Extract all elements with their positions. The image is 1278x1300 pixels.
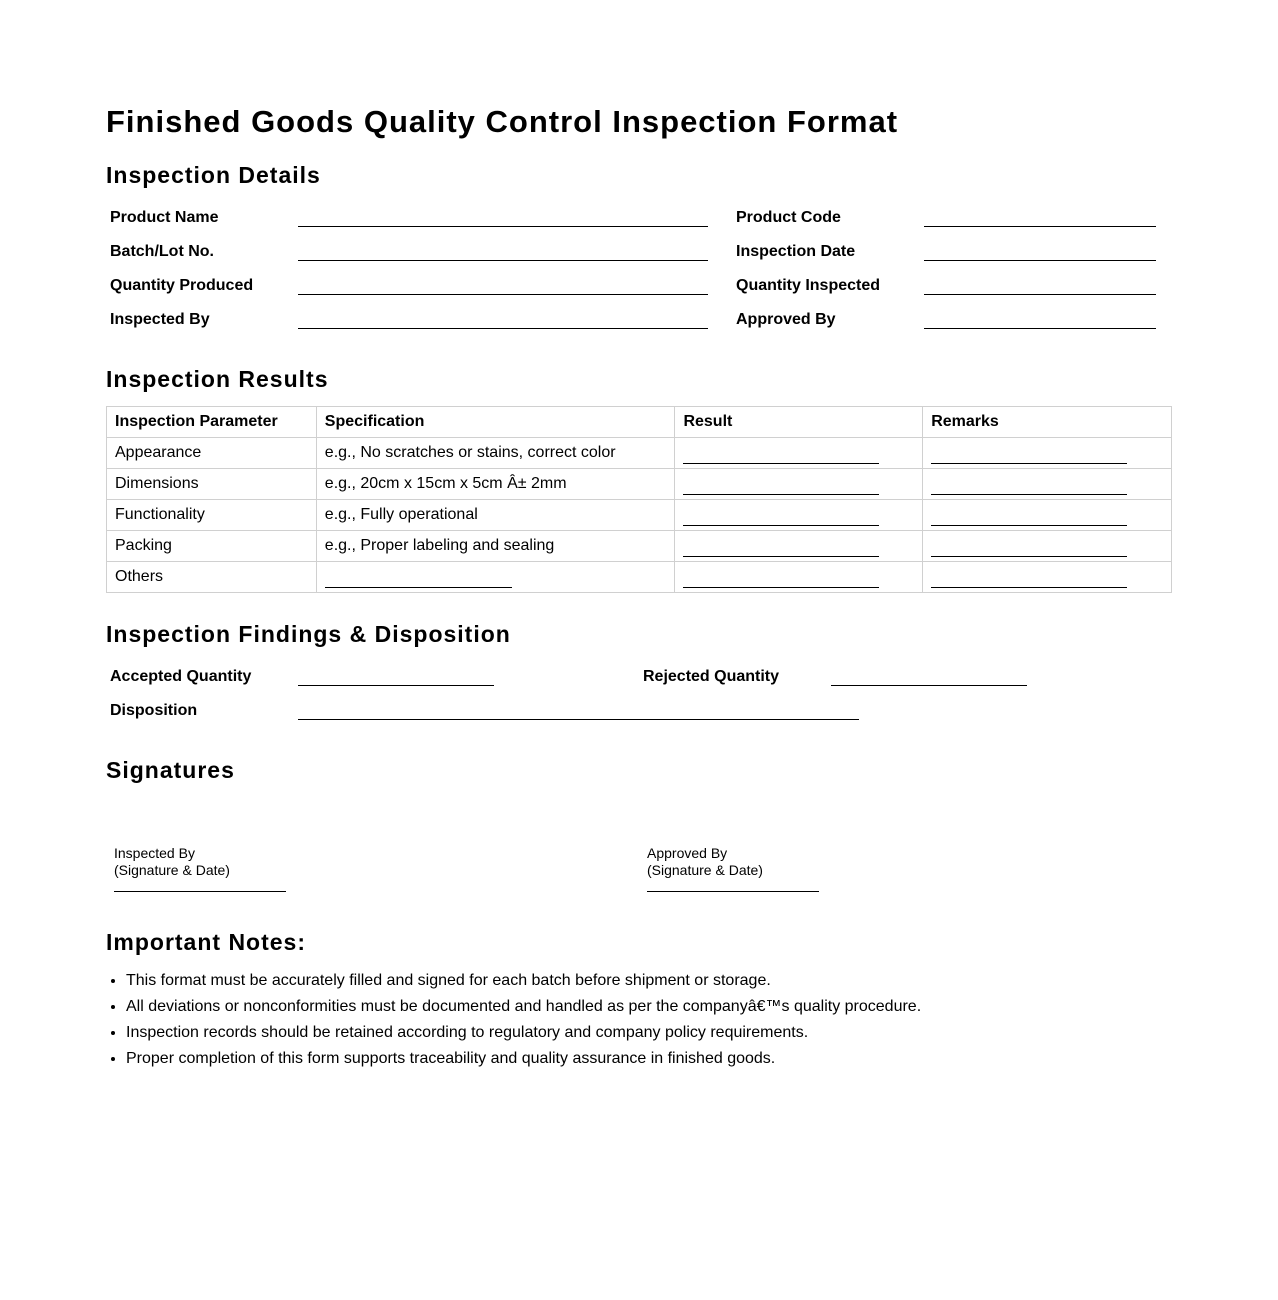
result-cell [675, 469, 923, 500]
result-field[interactable] [683, 449, 879, 464]
approved-by-label: Approved By [736, 311, 836, 328]
result-cell [675, 500, 923, 531]
specification-cell: e.g., Fully operational [316, 500, 675, 531]
remarks-field[interactable] [931, 480, 1127, 495]
inspected-by-label: Inspected By [110, 311, 210, 328]
inspector-signature-line[interactable] [114, 891, 286, 892]
remarks-field[interactable] [931, 542, 1127, 557]
parameter-cell: Functionality [107, 500, 317, 531]
specification-cell: e.g., 20cm x 15cm x 5cm Â± 2mm [316, 469, 675, 500]
result-cell [675, 438, 923, 469]
approved-by-field[interactable] [924, 328, 1156, 329]
inspection-results-heading: Inspection Results [106, 366, 329, 392]
table-row [107, 500, 1172, 531]
column-header: Inspection Parameter [107, 407, 317, 438]
inspection-details-heading: Inspection Details [106, 162, 321, 188]
product-code-label: Product Code [736, 209, 841, 226]
inspection-results-table [106, 406, 1172, 593]
table-row [107, 562, 1172, 593]
parameter-cell: Appearance [107, 438, 317, 469]
inspected-by-field[interactable] [298, 328, 708, 329]
rejected-quantity-field[interactable] [831, 685, 1027, 686]
inspection-date-field[interactable] [924, 260, 1156, 261]
product-name-field[interactable] [298, 226, 708, 227]
specification-cell: e.g., No scratches or stains, correct color [316, 438, 675, 469]
list-item: • Inspection records should be retained according to regulatory and company policy requirements. [126, 1022, 921, 1048]
approver-signature-title: Approved By [647, 845, 728, 861]
findings-heading: Inspection Findings & Disposition [106, 621, 511, 647]
page-title: Finished Goods Quality Control Inspection Format [106, 104, 899, 139]
approver-signature-line[interactable] [647, 891, 819, 892]
table-row [107, 531, 1172, 562]
column-header: Result [675, 407, 923, 438]
remarks-field[interactable] [931, 449, 1127, 464]
column-header: Remarks [923, 407, 1172, 438]
result-field[interactable] [683, 573, 879, 588]
remarks-cell [923, 438, 1172, 469]
disposition-label: Disposition [110, 702, 198, 719]
inspector-signature-subtitle: (Signature & Date) [114, 862, 230, 878]
table-row [107, 438, 1172, 469]
accepted-quantity-label: Accepted Quantity [110, 668, 252, 685]
notes-list [106, 970, 921, 1074]
result-field[interactable] [683, 542, 879, 557]
approver-signature-subtitle: (Signature & Date) [647, 862, 763, 878]
table-row [107, 469, 1172, 500]
result-field[interactable] [683, 511, 879, 526]
list-item: • Proper completion of this form supports traceability and quality assurance in finished goods. [126, 1048, 921, 1074]
inspection-date-label: Inspection Date [736, 243, 856, 260]
remarks-field[interactable] [931, 573, 1127, 588]
parameter-cell: Others [107, 562, 317, 593]
parameter-cell: Packing [107, 531, 317, 562]
result-field[interactable] [683, 480, 879, 495]
quantity-inspected-label: Quantity Inspected [736, 277, 881, 294]
result-cell [675, 531, 923, 562]
specification-cell [316, 562, 675, 593]
remarks-cell [923, 500, 1172, 531]
list-item: • This format must be accurately filled and signed for each batch before shipment or storage. [126, 970, 921, 996]
remarks-cell [923, 469, 1172, 500]
quantity-produced-label: Quantity Produced [110, 277, 254, 294]
accepted-quantity-field[interactable] [298, 685, 494, 686]
product-name-label: Product Name [110, 209, 219, 226]
remarks-cell [923, 531, 1172, 562]
product-code-field[interactable] [924, 226, 1156, 227]
batch-lot-label: Batch/Lot No. [110, 243, 214, 260]
disposition-field[interactable] [298, 719, 859, 720]
inspector-signature-title: Inspected By [114, 845, 195, 861]
result-cell [675, 562, 923, 593]
rejected-quantity-label: Rejected Quantity [643, 668, 780, 685]
parameter-cell: Dimensions [107, 469, 317, 500]
list-item: • All deviations or nonconformities must be documented and handled as per the companyâ€™s quality procedure. [126, 996, 921, 1022]
approver-signature-block [647, 845, 763, 879]
specification-field[interactable] [325, 573, 512, 588]
table-header-row [107, 407, 1172, 438]
inspector-signature-block [114, 845, 230, 879]
specification-cell: e.g., Proper labeling and sealing [316, 531, 675, 562]
remarks-field[interactable] [931, 511, 1127, 526]
quantity-inspected-field[interactable] [924, 294, 1156, 295]
column-header: Specification [316, 407, 675, 438]
notes-heading: Important Notes: [106, 929, 306, 955]
quantity-produced-field[interactable] [298, 294, 708, 295]
signatures-heading: Signatures [106, 757, 235, 783]
remarks-cell [923, 562, 1172, 593]
batch-lot-field[interactable] [298, 260, 708, 261]
